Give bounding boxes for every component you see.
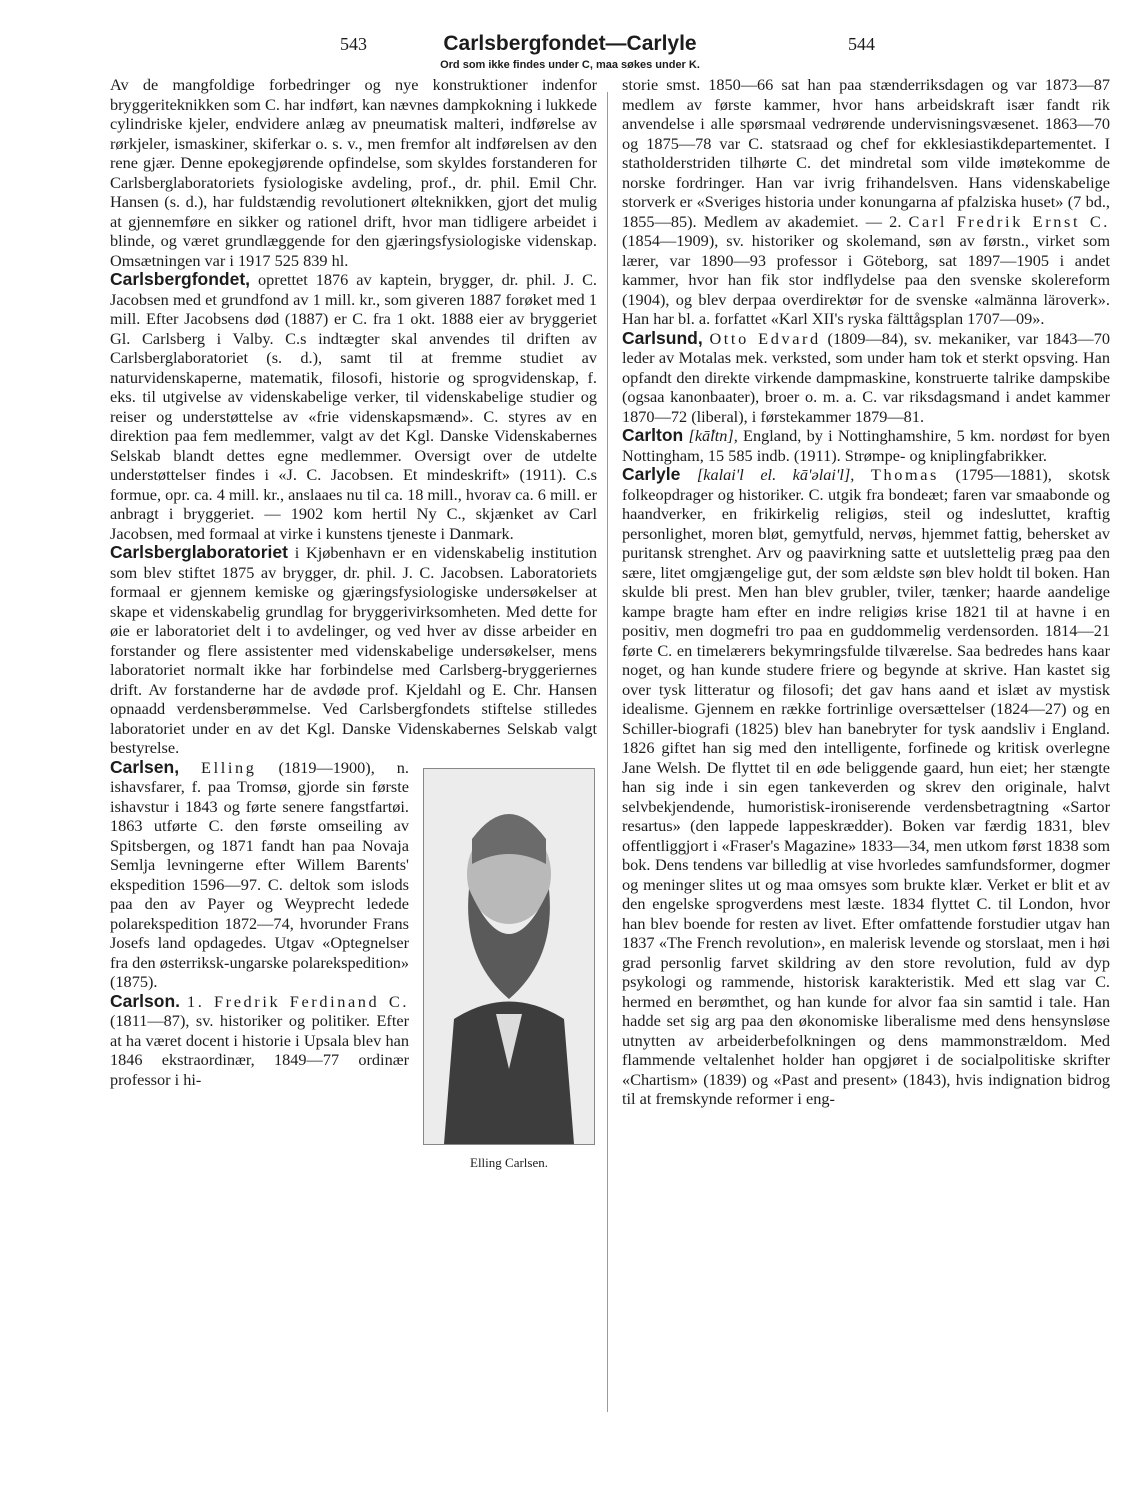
entry-carlson-continued <box>622 75 1110 329</box>
page-number-left: 543 <box>340 34 367 54</box>
column-divider <box>607 92 608 1412</box>
page-number-right: 544 <box>848 34 875 54</box>
portrait-caption: Elling Carlsen. <box>470 1154 548 1170</box>
headword: Carlsbergfondet, <box>110 269 251 289</box>
entry-text: (1811—87), sv. historiker og politiker. Efter at ha været docent i historie i Upsala blev han 1846 ekstraordinær, 1849—77 ordinær professor i hi- <box>110 1011 409 1089</box>
headword: Carlyle <box>622 464 681 484</box>
entry-text: oprettet 1876 av kaptein, brygger, dr. phil. J. C. Jacobsen med et grundfond av 1 mill. kr., som giveren 1887 forøket med 1 mill. Efter Jacobsens død (1887) er C. fra 1 okt. 1888 eier av bryggeriet Gl. Carlsberg i Valby. C.s indtægter skal anvendes til driften av Carlsberglaboratoriet (s. d.), samt til at fremme studiet av naturvidenskaperne, matematik, filosofi, historie og sprogvidenskap, f. eks. til utgivelse av videnskabelige verker, til videnskabelige studier og reiser og understøttelse av «frie videnskapsmænd». C. styres av en direktion paa fem medlemmer, valgt av det Kgl. Danske Videnskabernes Selskab blandt dettes egne medlemmer. Oversigt over de utdelte understøttelser findes i «J. C. Jacobsen. Et mindeskrift» (1911). C.s formue, opr. ca. 4 mill. kr., anslaaes nu til ca. 18 mill., hvorav ca. 6 mill. er anbragt i bryggeriet. — 1902 kom hertil Ny C., skjænket av Carl Jacobsen, med formaal at virke i kunstens tjeneste i Danmark. <box>110 270 597 543</box>
person-name: Thomas <box>870 465 939 484</box>
headword: Carlsberglaboratoriet <box>110 542 288 562</box>
entry-text: (1854—1909), sv. historiker og skolemand, søn av førstn., virket som lærer, var 1890—93 professor i Göteborg, sat 1897—1905 i andet kammer, hvor han fik stor indflydelse paa den svenske skolereform (1904), og blev derpaa overdirektør for de svenske «almänna läroverk». Han har bl. a. forfattet «Karl XII's ryska fälttågsplan 1707—09». <box>622 231 1110 328</box>
entry-text: (1809—84), sv. mekaniker, var 1843—70 leder av Motalas mek. verksted, som under ham tok et sterkt opsving. Han opfandt den direkte virkende dampmaskine, konstruerte talrike dampskibe (ogsaa kanonbaater), broer o. m. a. C. var riksdagsmand i andet kammer 1870—72 (liberal), i førstekammer 1879—81. <box>622 328 1110 426</box>
person-name: Carl Fredrik Ernst C. <box>908 211 1110 231</box>
entry-carlsund <box>622 329 1110 427</box>
right-column <box>622 75 1110 1109</box>
headword: Carlton <box>622 425 684 445</box>
entry-carlton <box>622 426 1110 465</box>
portrait-image <box>423 768 595 1145</box>
pronunciation: [kā̊ltn], <box>688 426 738 445</box>
running-subtitle: Ord som ikke findes under C, maa søkes under K. <box>440 59 700 71</box>
intro-paragraph: Av de mangfoldige forbedringer og nye konstruktioner indenfor bryggeriteknikken som C. har indført, kan nævnes dampkokning i lukkede cylindriske kjeler, endvidere anlæg av pneumatisk malteri, indførelse av rørkjeler, ismaskiner, skiferkar o. s. v., men fremfor alt indførelsen av den rene gjær. Denne epokegjørende opfindelse, som skyldes forstanderen for Carlsberglaboratoriets fysiologiske avdeling, prof., dr. phil. Emil Chr. Hansen (s. d.), har fuldstændig revolutionert ølteknikken, gjort det mulig at gjennemføre en sikker og rationel drift, hvor man tidligere arbeidet i blinde, og været grundlæggende for den gjæringsfysiologiske videnskap. Omsætningen var i 1917 525 839 hl. <box>110 75 597 270</box>
running-title: Carlsbergfondet—Carlyle <box>443 32 697 55</box>
person-name: Otto Edvard <box>709 328 821 348</box>
entry-carlsberglaboratoriet <box>110 543 597 758</box>
headword: Carlson. <box>110 990 181 1011</box>
page-header <box>110 34 1030 76</box>
person-name: 1. Fredrik Ferdinand C. <box>187 991 410 1011</box>
pronunciation: [kalai'l el. kā'əlai'l], <box>696 465 855 484</box>
person-name: Elling <box>201 757 257 777</box>
left-column <box>110 75 597 1176</box>
headword: Carlsund, <box>622 327 703 348</box>
entry-text: (1819—1900), n. ishavsfarer, f. paa Tromsø, gjorde sin første ishavstur i 1843 og førte senere fangstfartøi. 1863 utførte C. den første omseiling av Spitsbergen, og 1871 fandt han paa Novaja Semlja levningerne efter Willem Barents' ekspedition 1596—97. C. deltok som islods paa den av Payer og Weyprecht ledede polarekspedition 1872—74, hvorunder Frans Josefs land opdagedes. Utgav «Optegnelser fra den østerriksk-ungarske polarekspedition» (1875). <box>110 757 409 991</box>
entry-carlsbergfondet <box>110 270 597 543</box>
entry-text: England, by i Nottinghamshire, 5 km. nordøst for byen Nottingham, 15 585 indb. (1911). Strømpe- og kniplingfabrikker. <box>622 426 1110 465</box>
headword: Carlsen, <box>110 756 180 777</box>
entry-carlyle <box>622 465 1110 1109</box>
entry-text: i Kjøbenhavn er en videnskabelig institution som blev stiftet 1875 av brygger, dr. phil. J. C. Jacobsen. Laboratoriets formaal er gjennem kemiske og gjæringsfysiologiske undersøkelser at skape et videnskabelig grundlag for bryggerivirksomheten. Med dette for øie er laboratoriet delt i to avdelinger, og ved hver av disse arbeider en forstander og flere assistenter med videnskabelige undersøkelser, mens laboratoriet normalt ikke har forbindelse med Carlsberg-bryggeriernes drift. Av forstanderne har de avdøde prof. Kjeldahl og E. Chr. Hansen opnaadd verdensberømmelse. Ved Carlsbergfondets stiftelse stilledes laboratoriet under en av det Kgl. Danske Videnskabernes Selskab valgt bestyrelse. <box>110 543 598 757</box>
entry-text: (1795—1881), skotsk folkeopdrager og historiker. C. utgik fra bondeæt; faren var smaabonde og haandverker, en frikirkelig religiøs, steil og indesluttet, kraftig personlighet, moren bløt, gemytfuld, nervøs, hjemmet fattig, behersket av puritansk strenghet. Arv og paavirkning satte et uutslettelig præg paa den sære, litet omgjængelige gut, der som ældste søn blev holdt til boken. Han skulde bli prest. Men han blev grubler, tviler, tænker; haarde aandelige kampe bragte ham efter en indre religiøs krise 1821 til at havne i en positiv, men dogmefri tro paa en guddommelig verdensorden. 1814—21 førte C. en timelærers bekymringsfulde tilværelse. Saa bedredes hans kaar noget, og han kunde studere friere og begynde at skrive. Han kastet sig over tysk litteratur og filosofi; det gav hans aand et islæt av mystisk idealisme. Gjennem en række fortrinlige oversættelser (1824—27) og en Schiller-biografi (1825) blev han banebryter for tysk aandsliv i England. 1826 giftet han sig med den intelligente, forfinede og kritisk overlegne Jane Welsh. De flyttet til en øde beliggende gaard, hun eiet; her stængte han sig inde i sin egen tankeverden og skrev den originale, halvt selvbekjendende, humoristisk-ironiserende verdensbetragtning «Sartor resartus» (den lappede lappeskrædder). Boken var færdig 1831, blev offentliggjort i «Fraser's Magazine» 1833—34, men utkom først 1838 som bok. Dens tendens var billedlig at vise hvorledes samfundsformer, dogmer og meninger slites ut og maa omsyes som brukte klær. Verket er blit et av den engelske sprogverdens mest læste. 1834 flyttet C. til London, hvor han blev boende for resten av livet. Efter omfattende forstudier utgav han 1837 «The French revolution», en malerisk levende og storslaat, men i høi grad personlig farvet skildring av den store revolution, fuld av dyp psykologi og rammende, historisk karakteristik. Med ett slag var C. hermed en berømthet, og han kunde for alvor faa sin samtid i tale. Han hadde set sig arg paa den økonomiske liberalisme med dens hensynsløse utnytten av arbeiderbefolkningen og dens mammonstrældom. Med flammende veltalenhet holder han opgjøret i de socialpolitiske skrifter «Chartism» (1839) og «Past and present» (1843), hvis indignation bidrog til at fremskynde reformer i eng- <box>622 465 1110 1108</box>
entry-text: storie smst. 1850—66 sat han paa stænderriksdagen og var 1873—87 medlem av første kammer, hvor hans arbeidskraft især fandt rik anvendelse i alle spørsmaal vedrørende undervisningsvæsenet. 1863—70 og 1875—78 var C. statsraad og chef for ekklesiastikdepartementet. I statholderstriden tilhørte C. det mindretal som vilde imøtekomme de norske fordringer. Han var ivrig frihandelsven. Hans videnskabelige storverk er «Sveriges historia under konungarna af pfalziska huset» (7 bd., 1855—85). Medlem av akademiet. — 2. <box>622 75 1110 231</box>
portrait-figure <box>421 768 597 1173</box>
